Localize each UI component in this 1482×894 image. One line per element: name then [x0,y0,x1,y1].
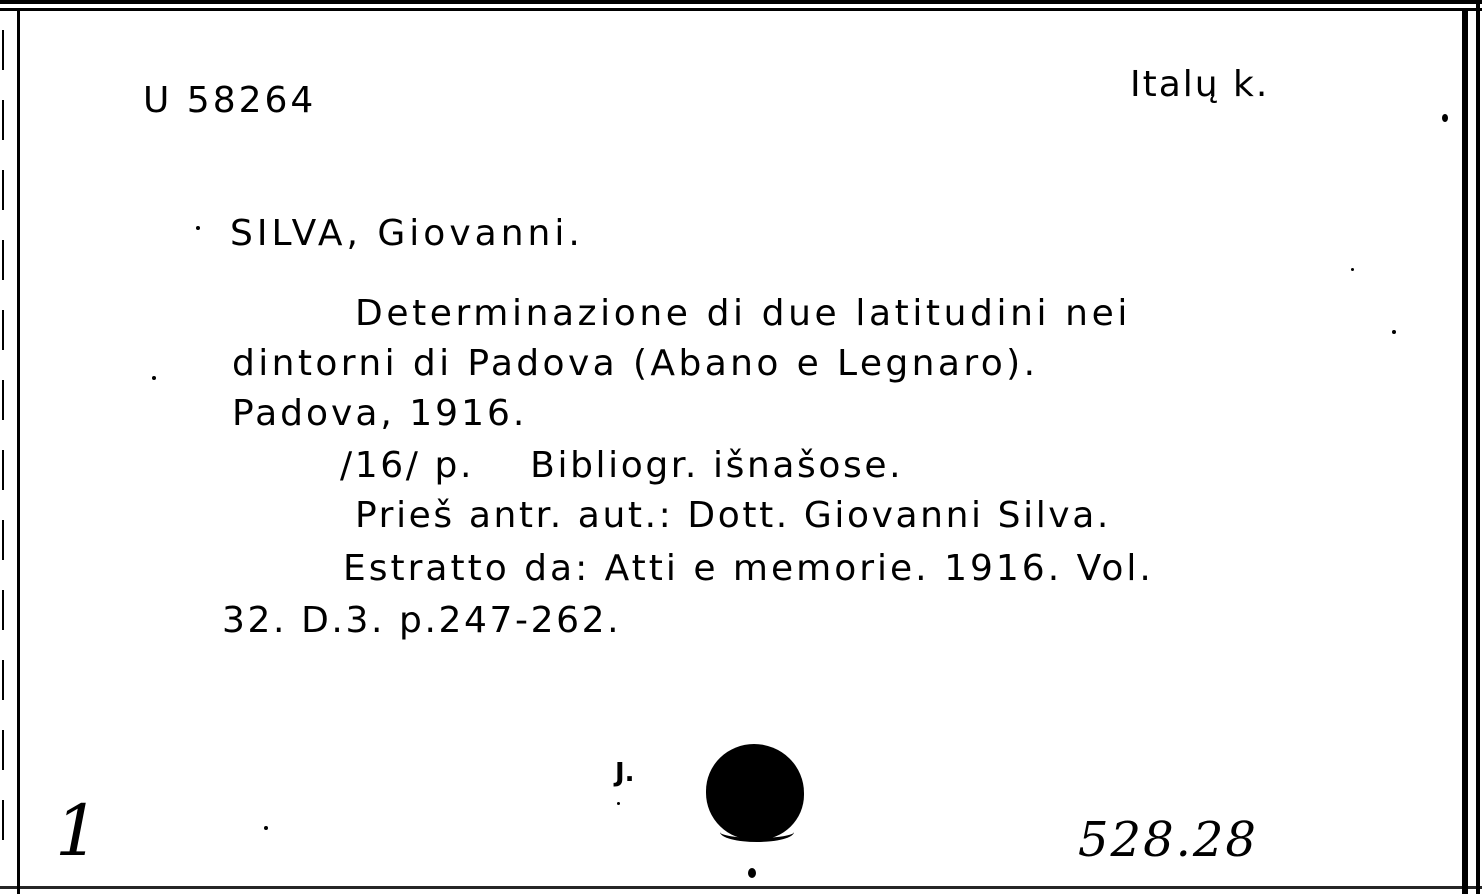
note-line-source: Estratto da: Atti e memorie. 1916. Vol. [343,548,1154,589]
title-line-1: Determinazione di due latitudini nei [355,293,1131,334]
speck [748,868,756,878]
language-division: Italų k. [1130,64,1270,105]
speck [1392,330,1396,334]
speck [1442,114,1448,122]
card-border-top-inner [0,8,1482,11]
speck [196,226,200,230]
speck [264,826,268,830]
collation-line: /16/ p. Bibliogr. išnašose. [340,445,904,486]
card-border-left-outer [2,30,4,840]
speck [1351,268,1354,271]
title-line-2: dintorni di Padova (Abano e Legnaro). [232,343,1039,384]
card-border-left [17,10,20,894]
author-heading: SILVA, Giovanni. [230,213,584,254]
card-border-bottom [0,886,1482,889]
punch-hole-rim [720,822,794,842]
imprint-line: Padova, 1916. [232,393,528,434]
handwritten-number: 1 [55,790,100,872]
card-border-top [0,0,1482,4]
card-border-right [1462,8,1468,894]
speck [617,802,620,805]
call-number: U 58264 [143,80,317,121]
speck [152,376,156,380]
classification-number: 528.28 [1078,812,1258,868]
note-line-author: Prieš antr. aut.: Dott. Giovanni Silva. [355,495,1111,536]
stamp-mark: J. [615,758,635,788]
note-line-source-cont: 32. D.3. p.247-262. [222,600,622,641]
card-border-right-outer [1476,0,1480,894]
